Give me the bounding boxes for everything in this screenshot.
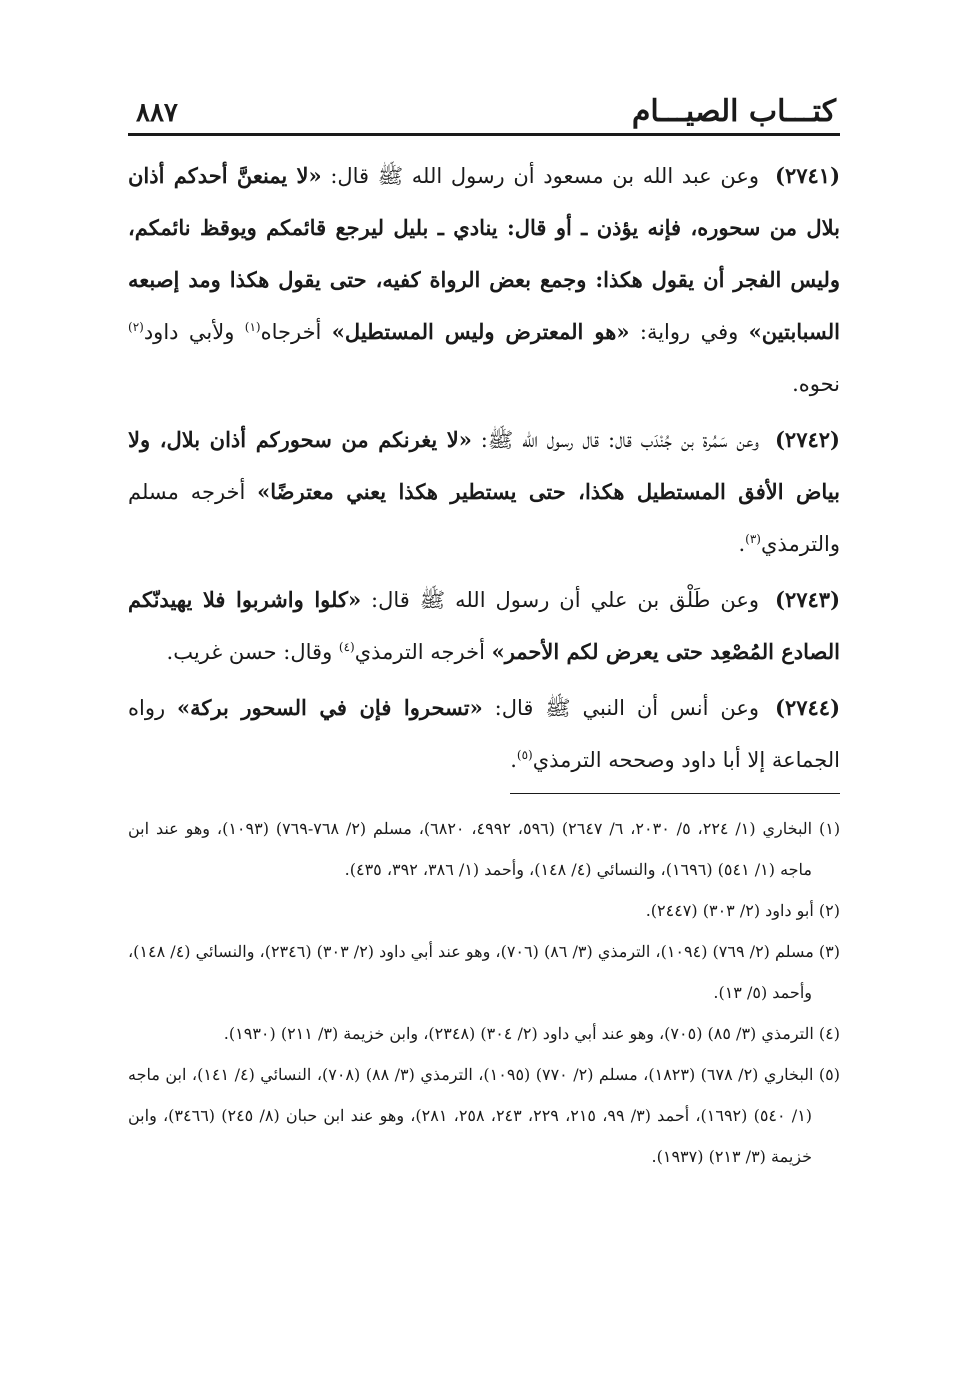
hadith-number: (٢٧٤٤) xyxy=(775,695,841,720)
hadith-number: (٢٧٤١) xyxy=(775,163,841,188)
hadith-end: وقال: حسن غريب. xyxy=(166,640,339,664)
hadith-number: (٢٧٤٢) xyxy=(774,427,840,452)
hadith-quote: «كلوا واشربوا فلا يهيدنّكم الصادع المُصْعِد حتى يعرض لكم الأحمر» xyxy=(128,587,840,664)
footnote-ref-3[interactable]: (٣) xyxy=(745,532,761,546)
footnote-5: (٥) البخاري (٢/ ٦٧٨) (١٨٢٣)، مسلم (٢/ ٧٧٠) (١٠٩٥)، الترمذي (٣/ ٨٨) (٧٠٨)، النسائي (٤/ ١٤١)، ابن ماجه (١/ ٥٤٠) (١٦٩٢)، أحمد (٣/ ٩٩، ٢١٥، ٢٢٩، ٢٤٣، ٢٥٨، ٢٨١)، وهو عند ابن حبان (٨/ ٢٤٥) (٣٤٦٦)، وابن خزيمة (٣/ ٢١٣) (١٩٣٧). xyxy=(128,1065,841,1166)
footnote-separator xyxy=(510,793,840,794)
hadith-source: أخرجاه xyxy=(260,320,332,344)
hadith-intro: وعن أنس أن النبي ﷺ قال: xyxy=(482,696,760,720)
hadith-end: . xyxy=(510,748,517,772)
footnote-ref-1[interactable]: (١) xyxy=(244,320,261,334)
hadith-quote: «لا يغرنكم من سحوركم أذان بلال، ولا بياض الأفق المستطيل هكذا، حتى يستطير هكذا يعني معترضًا» xyxy=(128,427,840,504)
header-rule xyxy=(128,133,840,136)
hadith-intro: وعن سَمُرة بن جُنْدَب قال: قال رسول الله ﷺ: xyxy=(471,428,759,452)
hadith-middle: وفي رواية: xyxy=(629,320,749,344)
hadith-source-2: ولأبي داود xyxy=(143,320,245,344)
footnote-ref-2[interactable]: (٢) xyxy=(128,320,144,334)
page-number: ٨٨٧ xyxy=(136,98,178,128)
hadith-end: نحوه. xyxy=(792,372,840,396)
footnote-ref-5[interactable]: (٥) xyxy=(516,748,533,762)
running-header xyxy=(128,92,840,136)
main-text xyxy=(128,150,840,790)
footnote-4: (٤) الترمذي (٣/ ٨٥) (٧٠٥)، وهو عند أبي داود (٢/ ٣٠٤) (٢٣٤٨)، وابن خزيمة (٣/ ٢١١) (١٩٣٠). xyxy=(223,1024,840,1043)
hadith-2742 xyxy=(128,414,840,570)
footnotes xyxy=(128,808,840,1177)
footnote-3: (٣) مسلم (٢/ ٧٦٩) (١٠٩٤)، الترمذي (٣/ ٨٦) (٧٠٦)، وهو عند أبي داود (٢/ ٣٠٣) (٢٣٤٦)، والنسائي (٤/ ١٤٨)، وأحمد (٥/ ١٣). xyxy=(128,942,840,1002)
footnote-2: (٢) أبو داود (٢/ ٣٠٣) (٢٤٤٧). xyxy=(645,901,840,920)
chapter-title: كتـــاب الصيـــام xyxy=(631,94,836,129)
hadith-2743 xyxy=(128,574,840,678)
hadith-quote: «تسحروا فإن في السحور بركة» xyxy=(177,695,483,720)
hadith-quote: «لا يمنعنَّ أحدكم أذان بلال من سحوره، فإنه يؤذن ـ أو قال: ينادي ـ بليل ليرجع قائمكم ويوقظ نائمكم، وليس الفجر أن يقول هكذا: وجمع بعض الرواة كفيه، حتى يقول هكذا ومد إصبعه السبابتين» xyxy=(128,163,840,344)
footnote-1: (١) البخاري (١/ ٢٢٤، ٥/ ٢٠٣٠، ٦/ ٢٦٤٧) (٥٩٦، ٤٩٩٢، ٦٨٢٠)، مسلم (٢/ ٧٦٨-٧٦٩) (١٠٩٣)، وهو عند ابن ماجه (١/ ٥٤١) (١٦٩٦)، والنسائي (٤/ ١٤٨)، وأحمد (١/ ٣٨٦، ٣٩٢، ٤٣٥). xyxy=(128,819,841,879)
hadith-2741 xyxy=(128,150,840,410)
hadith-end: . xyxy=(738,532,746,556)
hadith-source: أخرجه مسلم والترمذي xyxy=(128,480,840,556)
hadith-intro: وعن عبد الله بن مسعود أن رسول الله ﷺ قال: xyxy=(321,164,760,188)
hadith-quote-alt: «هو المعترض وليس المستطيل» xyxy=(331,319,630,344)
hadith-intro: وعن طَلْق بن علي أن رسول الله ﷺ قال: xyxy=(361,588,760,612)
hadith-number: (٢٧٤٣) xyxy=(775,587,841,612)
hadith-source: رواه الجماعة إلا أبا داود وصححه الترمذي xyxy=(128,696,840,772)
hadith-2744 xyxy=(128,682,840,786)
hadith-source: أخرجه الترمذي xyxy=(354,640,492,664)
footnote-ref-4[interactable]: (٤) xyxy=(338,640,355,654)
